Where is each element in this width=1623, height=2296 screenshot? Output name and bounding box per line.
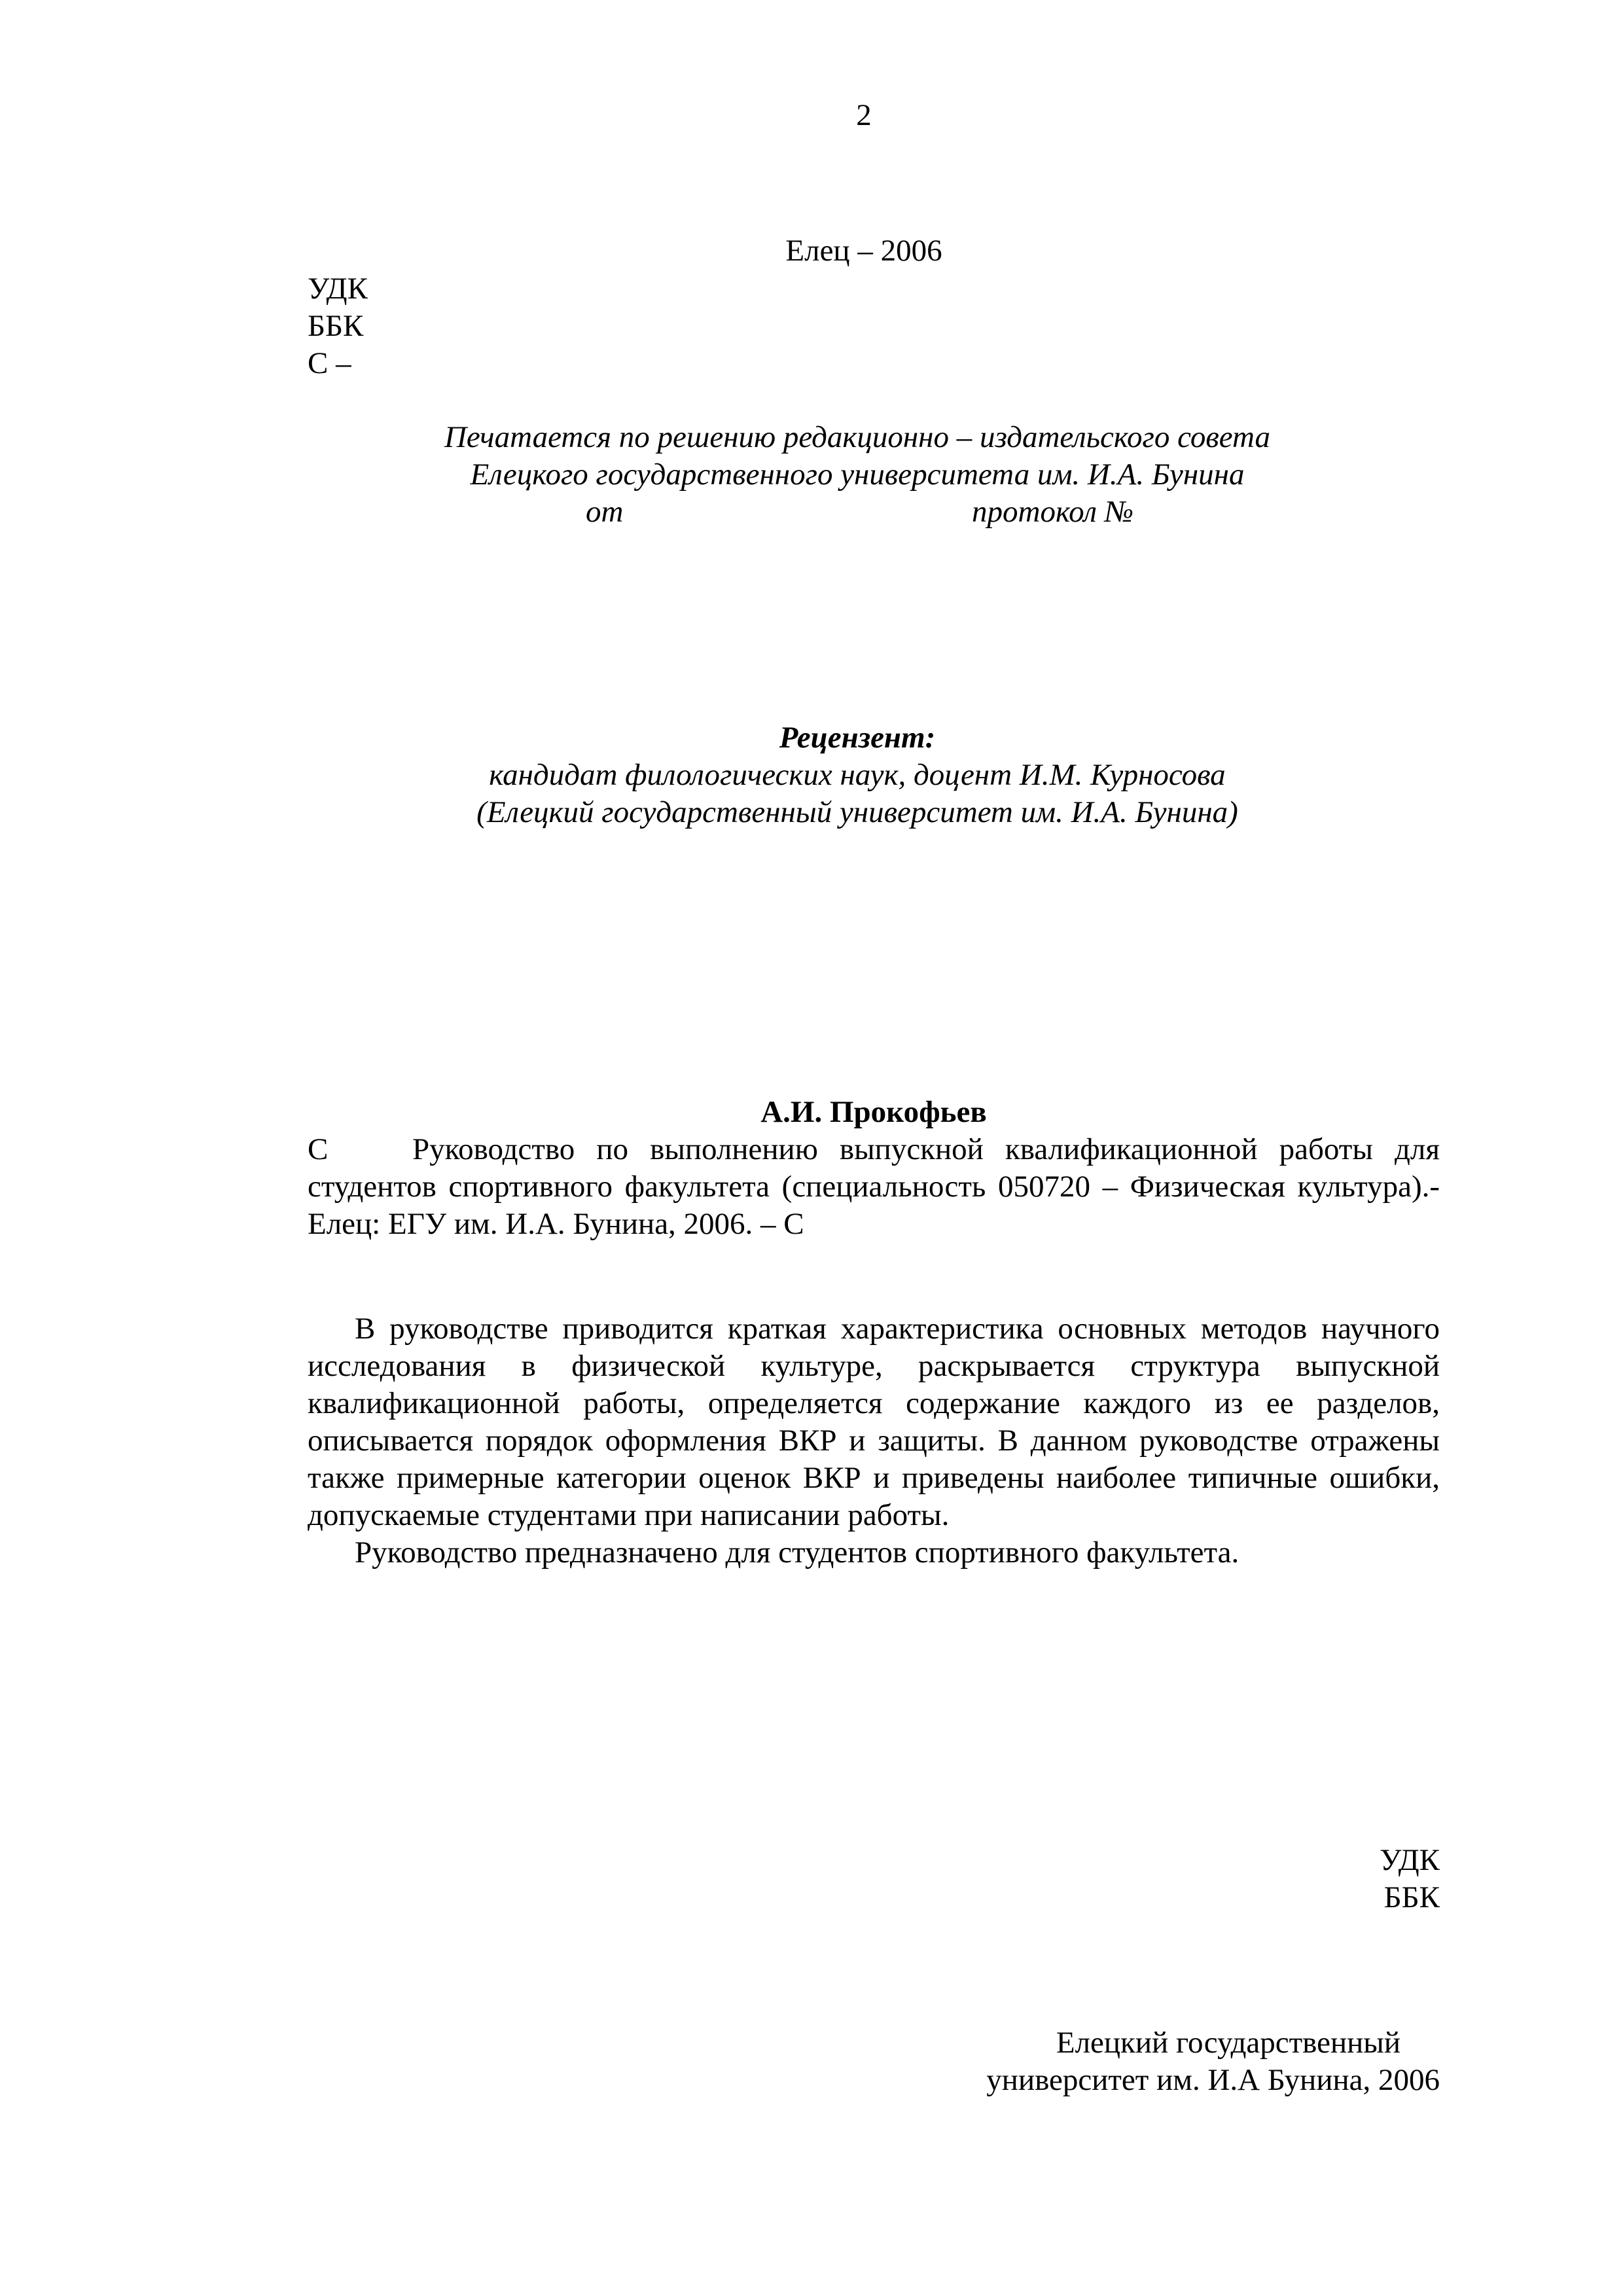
reviewer-line-2: (Елецкий государственный университет им. И.А. Бунина) [476,795,1238,829]
publisher-line-1: Елецкий государственный [1056,2026,1400,2060]
reviewer-line-1: кандидат филологических наук, доцент И.М. Курносова [489,758,1226,792]
author-name: А.И. Прокофьев [760,1095,987,1129]
city-year: Елец – 2006 [785,234,942,268]
approval-line-1: Печатается по решению редакционно – издательского совета [444,420,1270,454]
reviewer-block [366,719,1348,831]
c-label: С – [308,346,351,380]
classification-bottom [1296,1842,1440,1916]
bibliographic-entry [308,1131,1440,1243]
bbk-label-bottom: ББК [1383,1880,1440,1914]
annotation-paragraph-2: Руководство предназначено для студентов спортивного факультета. [355,1535,1240,1570]
reviewer-heading: Рецензент: [779,721,936,755]
udk-label-bottom: УДК [1380,1843,1440,1877]
annotation-paragraph-1: В руководстве приводится краткая характеристика основных методов научного исследования в физической культуре, раскрывается структура выпускной квалификационной работы, определяется содержание каждого из ее разделов, описывается порядок оформления ВКР и защиты. В данном руководстве отражены также примерные категории оценок ВКР и приведены наиболее типичные ошибки, допускаемые студентами при написании работы. [308,1312,1440,1532]
publisher-line-2: университет им. И.А Бунина, 2006 [986,2063,1440,2097]
bibliographic-text: Руководство по выполнению выпускной квалификационной работы для студентов спортивного факультета (специальность 050720 – Физическая культура).- Елец: ЕГУ им. И.А. Бунина, 2006. – С [308,1132,1440,1241]
publisher [903,2024,1440,2099]
bibliographic-code: С [308,1132,329,1166]
approval-from-label: от [586,495,624,529]
udk-label: УДК [308,272,368,306]
approval-line-2: Елецкого государственного университета им. И.А. Бунина [470,457,1245,492]
approval-protocol-label: протокол № [972,495,1134,529]
bbk-label: ББК [308,309,364,343]
annotation [308,1310,1440,1571]
classification-top [308,270,438,382]
page-number: 2 [856,98,872,132]
